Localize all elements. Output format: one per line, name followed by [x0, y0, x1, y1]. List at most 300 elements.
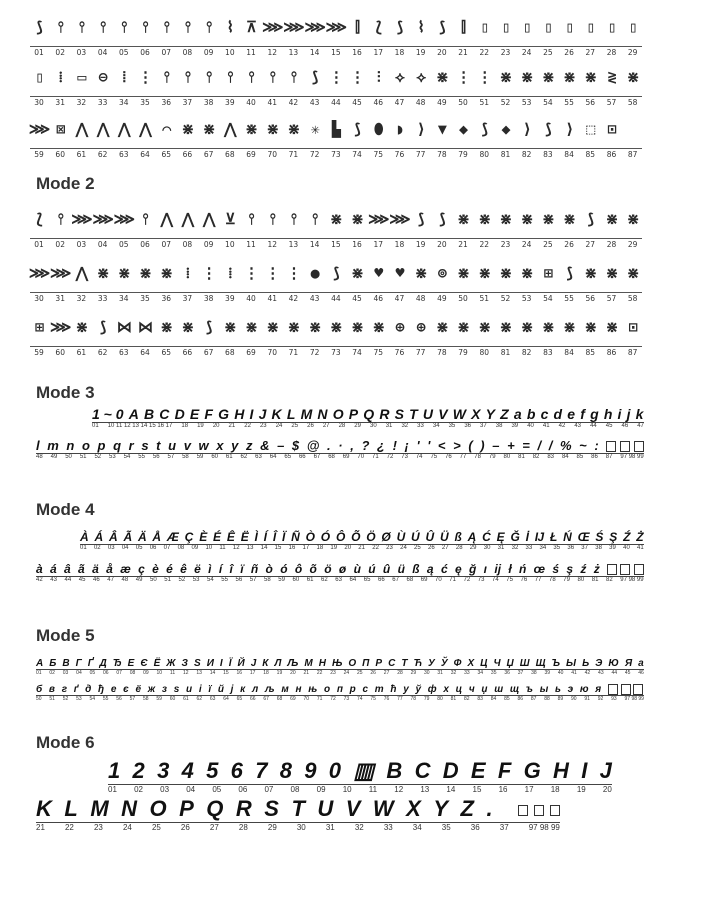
mode-5-title: Mode 5 — [36, 626, 95, 645]
character-glyph: Ъ — [551, 658, 561, 669]
character-glyph: Ź — [623, 530, 631, 544]
character-number: 01 — [108, 785, 117, 794]
stitch-row — [30, 58, 642, 110]
character-glyph: ś — [552, 562, 560, 576]
stitch-pattern-icon: ⫯ — [205, 18, 212, 36]
character-strip — [108, 758, 612, 785]
stitch-row — [30, 110, 642, 162]
character-number: 78 — [474, 454, 481, 460]
character-glyph: ç — [138, 562, 145, 576]
character-glyph: D — [442, 758, 459, 783]
stitch-glyph-strip — [30, 308, 642, 347]
stitch-row — [30, 8, 642, 60]
stitch-number: 71 — [288, 348, 299, 357]
stitch-pattern-icon: ⋀ — [160, 210, 172, 228]
character-glyph: С — [388, 658, 396, 669]
character-glyph: Ж — [166, 658, 176, 669]
character-glyph: ü — [397, 562, 405, 576]
stitch-number: 68 — [225, 348, 235, 357]
character-number: 36 — [470, 823, 480, 832]
character-glyph: T — [291, 796, 305, 821]
stitch-number: 57 — [606, 98, 617, 107]
character-glyph: А — [36, 658, 44, 669]
stitch-pattern-icon: ⌇ — [417, 18, 424, 36]
stitch-pattern-icon: ⊖ — [98, 68, 107, 86]
character-number: 61 — [225, 454, 233, 460]
stitch-pattern-icon: ⋙ — [325, 18, 347, 36]
stitch-number: 18 — [394, 48, 405, 57]
character-number: 19 — [197, 423, 204, 429]
stitch-pattern-icon: ⋮ — [477, 68, 492, 86]
character-number: 04 — [76, 670, 82, 676]
character-glyph: ђ — [98, 684, 105, 696]
character-number: 25 — [357, 670, 363, 676]
character-number-strip — [36, 823, 560, 832]
stitch-pattern-icon: ⋙ — [113, 210, 134, 228]
character-number: 56 — [235, 577, 243, 583]
character-number: 69 — [420, 577, 428, 583]
character-glyph: O — [332, 406, 344, 422]
stitch-number: 58 — [627, 294, 638, 303]
character-glyph: È — [199, 530, 208, 544]
character-number: 56 — [152, 454, 160, 460]
stitch-number-strip — [30, 149, 642, 161]
character-number: 26 — [307, 423, 314, 429]
character-glyph: G — [523, 758, 541, 783]
character-number: 39 — [511, 423, 519, 429]
character-number: 54 — [123, 454, 131, 460]
character-glyph: . — [486, 796, 493, 821]
character-strip — [36, 438, 644, 454]
character-strip — [92, 406, 644, 423]
stitch-pattern-icon: ▭ — [77, 68, 86, 86]
character-glyph: Ё — [153, 658, 161, 669]
character-number: 23 — [330, 670, 336, 676]
character-glyph: Ь — [582, 658, 590, 669]
character-glyph: + — [507, 438, 515, 453]
character-number: 27 — [322, 423, 330, 429]
stitch-pattern-icon: ⫯ — [184, 18, 191, 36]
character-glyph: F — [204, 406, 213, 422]
stitch-number: 67 — [203, 150, 214, 159]
character-number: 22 — [372, 545, 379, 551]
stitch-pattern-icon: ⋇ — [351, 264, 363, 282]
character-number: 41 — [637, 545, 644, 551]
character-glyph: Ц — [480, 658, 488, 669]
stitch-number: 60 — [55, 348, 65, 357]
character-glyph: H — [234, 406, 245, 422]
character-glyph: Ў — [440, 658, 448, 669]
char-row — [108, 758, 612, 794]
character-glyph: л — [251, 684, 259, 696]
stitch-number: 25 — [543, 48, 553, 57]
character-number: 72 — [463, 577, 471, 583]
character-glyph: х — [443, 684, 449, 696]
character-number: 09 — [316, 785, 326, 794]
character-number: 21 — [358, 545, 365, 551]
character-glyph: Ï — [281, 530, 286, 544]
stitch-number: 81 — [500, 150, 511, 159]
character-glyph: Ĳ — [534, 530, 545, 544]
character-number: 14 — [260, 545, 268, 551]
character-glyph: ґ — [73, 684, 79, 696]
character-glyph: ń — [519, 562, 527, 576]
stitch-pattern-icon: ⊠ — [56, 120, 65, 138]
stitch-pattern-icon: ⋇ — [160, 264, 172, 282]
character-number: 18 — [181, 423, 189, 429]
stitch-pattern-icon: ⟡ — [394, 68, 404, 86]
character-number: 50 — [65, 454, 72, 460]
character-glyph: Ö — [366, 530, 376, 544]
character-glyph: ж — [147, 684, 156, 696]
special-box-icons — [606, 438, 643, 453]
character-glyph: % — [559, 438, 572, 453]
stitch-pattern-icon: ⟆ — [310, 68, 319, 86]
stitch-number: 45 — [352, 294, 362, 303]
box-icon — [607, 564, 617, 575]
character-number: 51 — [49, 696, 55, 703]
character-glyph: / — [548, 438, 553, 453]
stitch-number: 11 — [246, 240, 256, 249]
character-number: 37 — [499, 823, 509, 832]
character-number: 75 — [370, 696, 376, 703]
stitch-number: 62 — [97, 348, 108, 357]
character-number: 07 — [116, 670, 122, 676]
tail-numbers: 97 98 99 — [620, 454, 644, 460]
stitch-number: 64 — [140, 348, 150, 357]
stitch-pattern-icon: ● — [310, 264, 319, 282]
character-number: 03 — [107, 545, 115, 551]
character-number: 21 — [303, 670, 310, 676]
character-number: 69 — [342, 454, 350, 460]
stitch-pattern-icon: ▯ — [586, 18, 595, 36]
character-number: 65 — [284, 454, 292, 460]
character-number: 85 — [504, 696, 510, 703]
stitch-pattern-icon: ▼ — [437, 120, 446, 138]
stitch-number: 75 — [373, 348, 384, 357]
character-glyph: Ì — [254, 530, 258, 544]
stitch-number: 36 — [161, 294, 171, 303]
character-number: 68 — [406, 577, 414, 583]
stitch-number: 37 — [182, 98, 193, 107]
character-glyph: И — [206, 658, 214, 669]
character-strip — [36, 796, 560, 823]
stitch-pattern-icon: ⋮ — [138, 68, 153, 86]
character-number: 34 — [477, 670, 484, 676]
character-strip — [36, 684, 644, 696]
character-glyph: à — [36, 562, 43, 576]
character-number: 28 — [238, 823, 248, 832]
stitch-pattern-icon: ⫯ — [227, 68, 233, 86]
stitch-number: 66 — [182, 150, 193, 159]
stitch-number: 47 — [394, 294, 405, 303]
stitch-number: 09 — [203, 240, 214, 249]
stitch-number: 56 — [585, 294, 596, 303]
character-glyph: н — [295, 684, 302, 696]
character-number: 35 — [553, 545, 561, 551]
character-number: 39 — [609, 545, 616, 551]
character-glyph: ѕ — [173, 684, 180, 696]
char-row — [36, 684, 644, 702]
character-glyph: Ş — [609, 530, 618, 544]
char-row — [36, 796, 560, 832]
character-number: 16 — [236, 670, 243, 676]
box-icon — [621, 684, 631, 695]
stitch-pattern-icon: ⋇ — [478, 210, 491, 228]
character-glyph: S — [394, 406, 404, 422]
character-number: 45 — [78, 577, 86, 583]
stitch-pattern-icon: ⋙ — [262, 18, 283, 36]
character-glyph: G — [218, 406, 230, 422]
character-number: 83 — [547, 454, 555, 460]
character-glyph: v — [183, 438, 191, 453]
character-glyph: 3 — [157, 758, 170, 783]
character-number: 26 — [180, 823, 190, 832]
stitch-pattern-icon: ⫯ — [163, 18, 169, 36]
character-glyph: S — [264, 796, 279, 821]
character-number: 22 — [64, 823, 74, 832]
character-number: 31 — [385, 423, 393, 429]
character-number: 61 — [183, 696, 189, 703]
character-glyph: = — [522, 438, 530, 453]
stitch-number: 29 — [627, 48, 638, 57]
stitch-number: 27 — [585, 240, 596, 249]
character-number: 55 — [138, 454, 145, 460]
stitch-number: 84 — [564, 150, 574, 159]
character-glyph: ù — [353, 562, 361, 576]
character-glyph: Ò — [305, 530, 315, 544]
character-number: 65 — [363, 577, 371, 583]
character-glyph: ў — [415, 684, 422, 696]
stitch-number: 52 — [500, 294, 511, 303]
character-number: 85 — [576, 454, 584, 460]
stitch-number: 02 — [55, 48, 65, 57]
character-glyph: К — [262, 658, 269, 669]
stitch-number: 17 — [373, 48, 384, 57]
character-number: 41 — [571, 670, 577, 676]
stitch-pattern-icon: ⋇ — [584, 264, 597, 282]
stitch-number: 72 — [309, 150, 320, 159]
stitch-pattern-icon: ⋇ — [584, 68, 597, 86]
character-number: 12 — [182, 670, 189, 676]
character-glyph: Y — [485, 406, 495, 422]
stitch-number: 43 — [309, 98, 320, 107]
stitch-pattern-icon: ⟡ — [416, 68, 426, 86]
character-number: 20 — [212, 423, 220, 429]
character-glyph: Ї — [228, 658, 232, 669]
stitch-number: 11 — [246, 48, 256, 57]
character-glyph: Å — [152, 530, 162, 544]
stitch-number: 51 — [479, 294, 490, 303]
character-glyph: 8 — [279, 758, 292, 783]
character-number: 19 — [330, 545, 338, 551]
stitch-number: 62 — [97, 150, 108, 159]
stitch-number: 69 — [246, 348, 256, 357]
character-number: 09 — [143, 670, 149, 676]
character-glyph: Р — [375, 658, 383, 669]
character-glyph: X — [406, 796, 421, 821]
stitch-number: 67 — [203, 348, 214, 357]
stitch-pattern-icon: ⫯ — [78, 18, 85, 36]
special-box-icons — [518, 796, 560, 822]
character-glyph: с — [362, 684, 369, 696]
stitch-number: 45 — [352, 98, 362, 107]
stitch-number: 35 — [140, 294, 150, 303]
stitch-pattern-icon: ⋇ — [372, 318, 385, 336]
character-number: 24 — [343, 670, 350, 676]
stitch-number: 32 — [76, 98, 87, 107]
character-number: 05 — [135, 545, 143, 551]
character-glyph: i — [617, 406, 622, 422]
special-box-icons — [607, 562, 644, 576]
stitch-pattern-icon: ⋙ — [92, 210, 113, 228]
character-number-strip — [80, 545, 644, 551]
stitch-number: 69 — [246, 150, 256, 159]
stitch-pattern-icon: ⋇ — [605, 264, 618, 282]
character-number: 32 — [511, 545, 519, 551]
stitch-number: 08 — [182, 240, 193, 249]
stitch-number: 21 — [458, 240, 468, 249]
stitch-pattern-icon: ⟆ — [565, 264, 574, 282]
character-number: 09 — [191, 545, 199, 551]
stitch-number: 40 — [246, 294, 256, 303]
character-glyph: é — [166, 562, 173, 576]
stitch-pattern-icon: ⋙ — [283, 18, 304, 36]
character-glyph: Ę — [496, 530, 505, 544]
character-number: 48 — [121, 577, 129, 583]
character-glyph: Ã — [123, 530, 133, 544]
stitch-number: 51 — [479, 98, 490, 107]
character-glyph: C — [414, 758, 431, 783]
character-glyph: Њ — [331, 658, 343, 669]
character-glyph: K — [271, 406, 282, 422]
stitch-pattern-icon: ⫯ — [184, 68, 191, 86]
character-number: 80 — [577, 577, 585, 583]
character-glyph: џ — [481, 684, 488, 696]
character-number: 13 — [196, 670, 202, 676]
character-glyph: Î — [272, 530, 277, 544]
stitch-number: 30 — [34, 294, 44, 303]
character-glyph: І — [219, 658, 223, 669]
character-glyph: Й — [237, 658, 245, 669]
character-number: 79 — [423, 696, 430, 703]
character-glyph: Õ — [351, 530, 361, 544]
character-number: 30 — [483, 545, 491, 551]
stitch-number: 18 — [394, 240, 405, 249]
stitch-number: 40 — [246, 98, 256, 107]
stitch-pattern-icon: ⋀ — [224, 120, 236, 138]
character-glyph: Z — [500, 406, 509, 422]
stitch-pattern-icon: ⋮ — [328, 68, 343, 86]
stitch-pattern-icon: ⋙ — [368, 210, 389, 228]
box-icon — [633, 684, 643, 695]
character-glyph: т — [374, 684, 384, 696]
stitch-pattern-icon: ⟆ — [543, 120, 552, 138]
character-number: 68 — [328, 454, 335, 460]
character-number: 43 — [50, 577, 57, 583]
character-glyph: k — [635, 406, 644, 422]
character-number: 46 — [621, 423, 629, 429]
stitch-pattern-icon: ⟅ — [374, 18, 383, 36]
character-number: 32 — [401, 423, 409, 429]
character-number: 34 — [412, 823, 422, 832]
character-number: 53 — [109, 454, 116, 460]
character-number: 22 — [316, 670, 323, 676]
character-glyph: , — [350, 438, 354, 453]
stitch-number: 70 — [267, 348, 277, 357]
stitch-number: 81 — [500, 348, 511, 357]
stitch-pattern-icon: ⋇ — [436, 318, 448, 336]
stitch-number: 59 — [34, 348, 44, 357]
character-number: 19 — [576, 785, 586, 794]
character-glyph: ¡ — [404, 438, 409, 453]
character-number: 25 — [414, 545, 421, 551]
character-number: 64 — [269, 454, 277, 460]
character-glyph: њ — [308, 684, 318, 696]
character-number: 17 — [302, 545, 310, 551]
character-number: 71 — [372, 454, 379, 460]
stitch-number: 03 — [76, 48, 87, 57]
stitch-number: 26 — [564, 48, 574, 57]
stitch-pattern-icon: ⁞ — [227, 263, 232, 282]
character-number: 46 — [638, 670, 644, 676]
stitch-pattern-icon: ⁞ — [58, 67, 63, 86]
stitch-row — [30, 254, 642, 306]
character-glyph: ~ — [579, 438, 587, 453]
character-glyph: V — [345, 796, 361, 821]
character-glyph: Ш — [519, 658, 530, 669]
stitch-number: 74 — [352, 348, 362, 357]
stitch-number: 08 — [182, 48, 193, 57]
character-number-strip — [36, 577, 644, 583]
stitch-number: 49 — [437, 294, 447, 303]
character-glyph: â — [64, 562, 71, 576]
stitch-pattern-icon: ⊕ — [395, 318, 404, 336]
stitch-number: 06 — [140, 48, 150, 57]
character-number: 65 — [236, 696, 243, 703]
character-glyph: Ф — [453, 658, 462, 669]
character-glyph: ë — [194, 562, 201, 576]
character-number: 45 — [605, 423, 613, 429]
character-glyph: $ — [291, 438, 300, 453]
stitch-number: 48 — [415, 294, 426, 303]
character-glyph: m — [47, 438, 59, 453]
character-number: 05 — [89, 670, 96, 676]
character-number: 47 — [637, 423, 644, 429]
character-number: 66 — [298, 454, 306, 460]
character-number: 49 — [135, 577, 143, 583]
character-number: 40 — [623, 545, 630, 551]
character-glyph: a — [638, 658, 644, 669]
character-glyph: о — [324, 684, 331, 696]
character-number: 38 — [595, 545, 602, 551]
character-glyph: / — [537, 438, 542, 453]
stitch-pattern-icon: ⋇ — [563, 210, 575, 228]
character-glyph: и — [186, 684, 193, 696]
stitch-pattern-icon: ⫿ — [355, 18, 359, 36]
character-number: 66 — [250, 696, 256, 703]
character-glyph: 9 — [304, 758, 317, 783]
character-number: 23 — [259, 423, 267, 429]
stitch-number: 19 — [415, 240, 426, 249]
stitch-number: 25 — [543, 240, 553, 249]
stitch-pattern-icon: ⋇ — [202, 120, 215, 138]
stitch-number: 30 — [34, 98, 44, 107]
character-glyph: Е — [127, 658, 135, 669]
character-number: 33 — [417, 423, 424, 429]
stitch-pattern-icon: ⋇ — [499, 210, 512, 228]
character-glyph: 0 — [328, 758, 342, 783]
